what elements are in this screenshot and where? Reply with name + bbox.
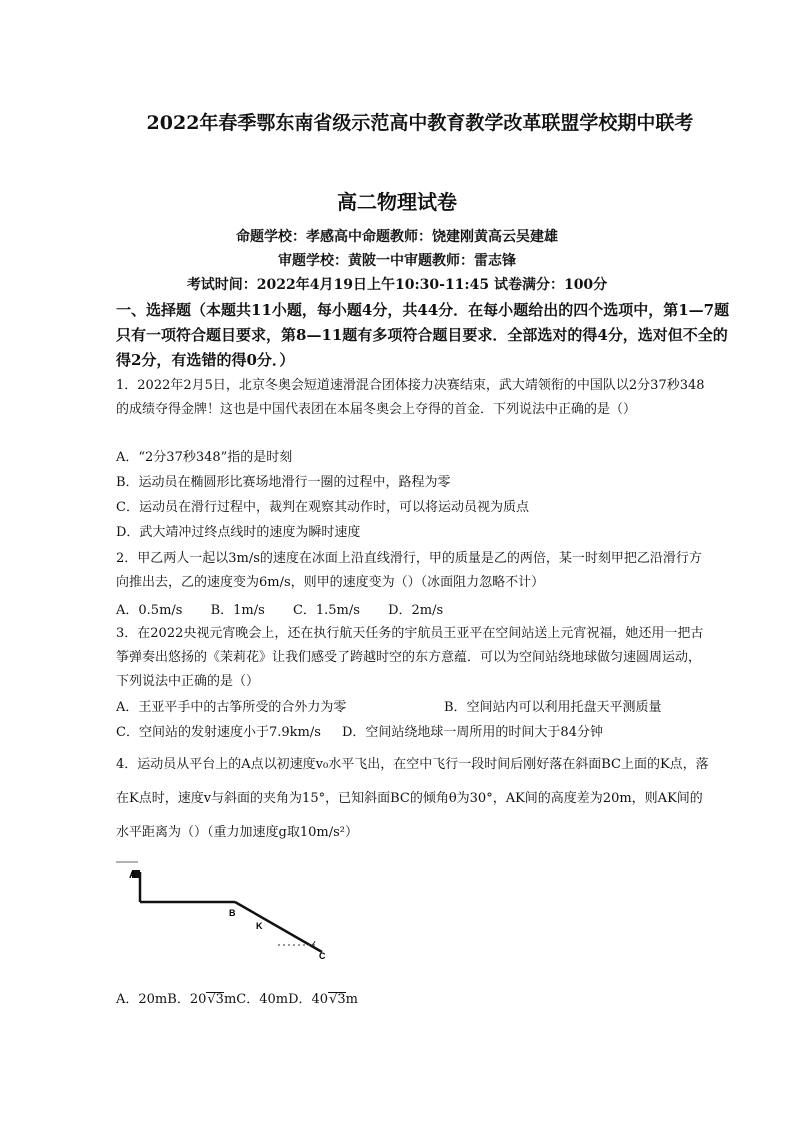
subject-title: 高二物理试卷 bbox=[337, 190, 457, 214]
question-4-stem: 4．运动员从平台上的A点以初速度v₀水平飞出，在空中飞行一段时间后刚好落在斜面BC上面的K点，落在K点时，速度v与斜面的夹角为15°，已知斜面BC的倾角θ为30°，AK间的高度差为20m，则AK间的水平距离为（）（重力加速度g取10m/s²） bbox=[116, 757, 709, 840]
question-3-option-d: D．空间站绕地球一周所用的时间大于84分钟 bbox=[342, 725, 603, 740]
question-2-option-a: A．0.5m/s bbox=[116, 603, 183, 618]
proposer-info: 命题学校：孝感高中命题教师：饶建刚黄高云吴建雄 bbox=[236, 229, 558, 245]
slope-diagram bbox=[116, 856, 346, 970]
question-3-option-c: C．空间站的发射速度小于7.9km/s bbox=[116, 725, 321, 740]
question-3-option-b: B．空间站内可以利用托盘天平测质量 bbox=[444, 700, 662, 715]
question-2-stem: 2．甲乙两人一起以3m/s的速度在冰面上沿直线滑行，甲的质量是乙的两倍，某一时刻甲把乙沿滑行方向推出去，乙的速度变为6m/s，则甲的速度变为（）（冰面阻力忽略不计） bbox=[116, 551, 702, 590]
question-4-option-b: B．20√3m bbox=[167, 992, 237, 1007]
reviewer-info: 审题学校：黄陂一中审题教师：雷志锋 bbox=[278, 253, 516, 269]
question-4-option-a: A．20m bbox=[116, 992, 168, 1007]
point-k-label: K bbox=[256, 921, 263, 931]
exam-title: 2022年春季鄂东南省级示范高中教育教学改革联盟学校期中联考 bbox=[146, 112, 694, 134]
question-2-options bbox=[116, 599, 467, 618]
question-2-option-d: D．2m/s bbox=[388, 603, 444, 618]
slope-diagram-svg bbox=[116, 856, 346, 966]
question-4-option-d: D．40√3m bbox=[288, 992, 358, 1007]
question-1-option-b: B．运动员在椭圆形比赛场地滑行一圈的过程中，路程为零 bbox=[116, 475, 451, 490]
section-heading: 一、选择题（本题共11小题，每小题4分，共44分．在每小题给出的四个选项中，第1—7题只有一项符合题目要求，第8—11题有多项符合题目要求．全部选对的得4分，选对但不全的得2分，有选错的得0分．） bbox=[116, 301, 730, 369]
point-c-label: C bbox=[319, 951, 326, 961]
question-3-stem: 3．在2022央视元宵晚会上，还在执行航天任务的宇航员王亚平在空间站送上元宵祝福，她还用一把古筝弹奏出悠扬的《茉莉花》让我们感受了跨越时空的东方意蕴．可以为空间站绕地球做匀速圆周运动，下列说法中正确的是（） bbox=[116, 626, 704, 689]
question-3-option-a: A．王亚平手中的古筝所受的合外力为零 bbox=[116, 700, 347, 715]
question-4-options bbox=[116, 990, 358, 1010]
point-b-label: B bbox=[229, 908, 236, 918]
question-1-option-c: C．运动员在滑行过程中，裁判在观察其动作时，可以将运动员视为质点 bbox=[116, 500, 529, 515]
question-4-option-c: C．40m bbox=[236, 992, 289, 1007]
question-1-option-a: A．“2分37秒348”指的是时刻 bbox=[116, 450, 293, 465]
exam-time-info: 考试时间：2022年4月19日上午10:30-11:45 试卷满分：100分 bbox=[186, 277, 608, 293]
question-1-option-d: D．武大靖冲过终点线时的速度为瞬时速度 bbox=[116, 525, 361, 540]
question-2-option-c: C．1.5m/s bbox=[292, 603, 360, 618]
question-1-stem: 1．2022年2月5日，北京冬奥会短道速滑混合团体接力决赛结束，武大靖领衔的中国队以2分37秒348的成绩夺得金牌！这也是中国代表团在本届冬奥会上夺得的首金．下列说法中正确的是（） bbox=[116, 378, 705, 417]
point-a-label: A bbox=[129, 870, 137, 881]
question-2-option-b: B．1m/s bbox=[210, 603, 265, 618]
